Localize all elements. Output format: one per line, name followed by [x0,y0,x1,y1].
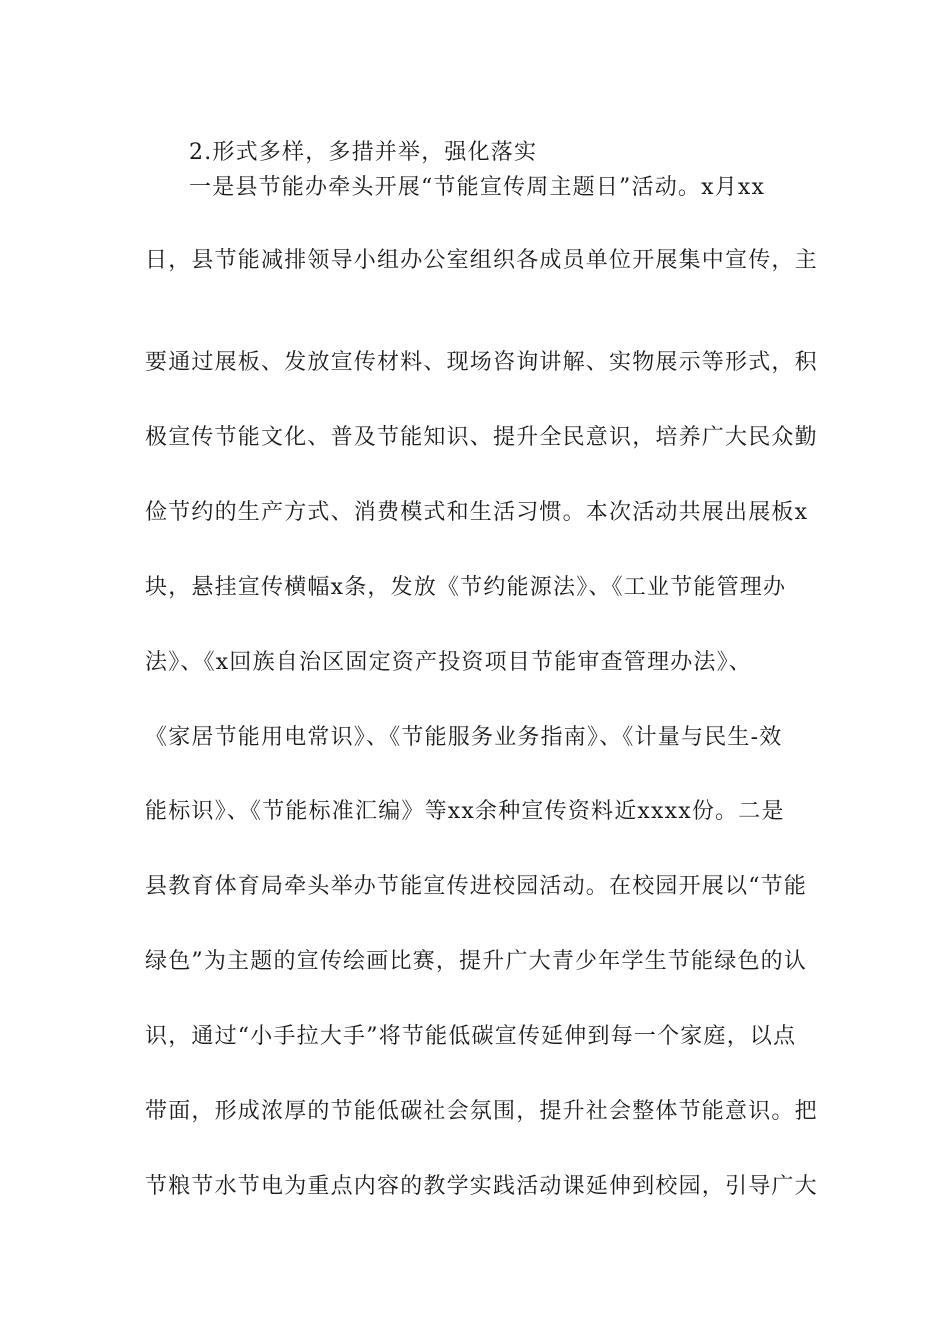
paragraph-line: 日，县节能减排领导小组办公室组织各成员单位开展集中宣传，主 [145,248,818,273]
paragraph-line: 能标识》、《节能标准汇编》等xx余种宣传资料近xxxx份。二是 [145,799,785,824]
paragraph-line: 一是县节能办牵头开展“节能宣传周主题日”活动。x月xx [189,175,766,200]
paragraph-line: 带面，形成浓厚的节能低碳社会氛围，提升社会整体节能意识。把 [145,1099,818,1124]
paragraph-line: 法》、《x回族自治区固定资产投资项目节能审查管理办法》、 [145,650,753,675]
section-heading: 2.形式多样，多措并举，强化落实 [189,140,538,165]
paragraph-line: 要通过展板、发放宣传材料、现场咨询讲解、实物展示等形式，积 [145,350,818,375]
paragraph-line: 节粮节水节电为重点内容的教学实践活动课延伸到校园，引导广大 [145,1174,818,1199]
paragraph-line: 极宣传节能文化、普及节能知识、提升全民意识，培养广大民众勤 [145,425,818,450]
paragraph-line: 块，悬挂宣传横幅x条，发放《节约能源法》、《工业节能管理办 [145,575,787,600]
paragraph-line: 俭节约的生产方式、消费模式和生活习惯。本次活动共展出展板x [145,500,809,525]
paragraph-line: 识，通过“小手拉大手”将节能低碳宣传延伸到每一个家庭，以点 [145,1024,797,1049]
paragraph-line: 《家居节能用电常识》、《节能服务业务指南》、《计量与民生-效 [145,725,783,750]
paragraph-line: 绿色”为主题的宣传绘画比赛，提升广大青少年学生节能绿色的认 [145,949,808,974]
paragraph-line: 县教育体育局牵头举办节能宣传进校园活动。在校园开展以“节能 [145,874,808,899]
